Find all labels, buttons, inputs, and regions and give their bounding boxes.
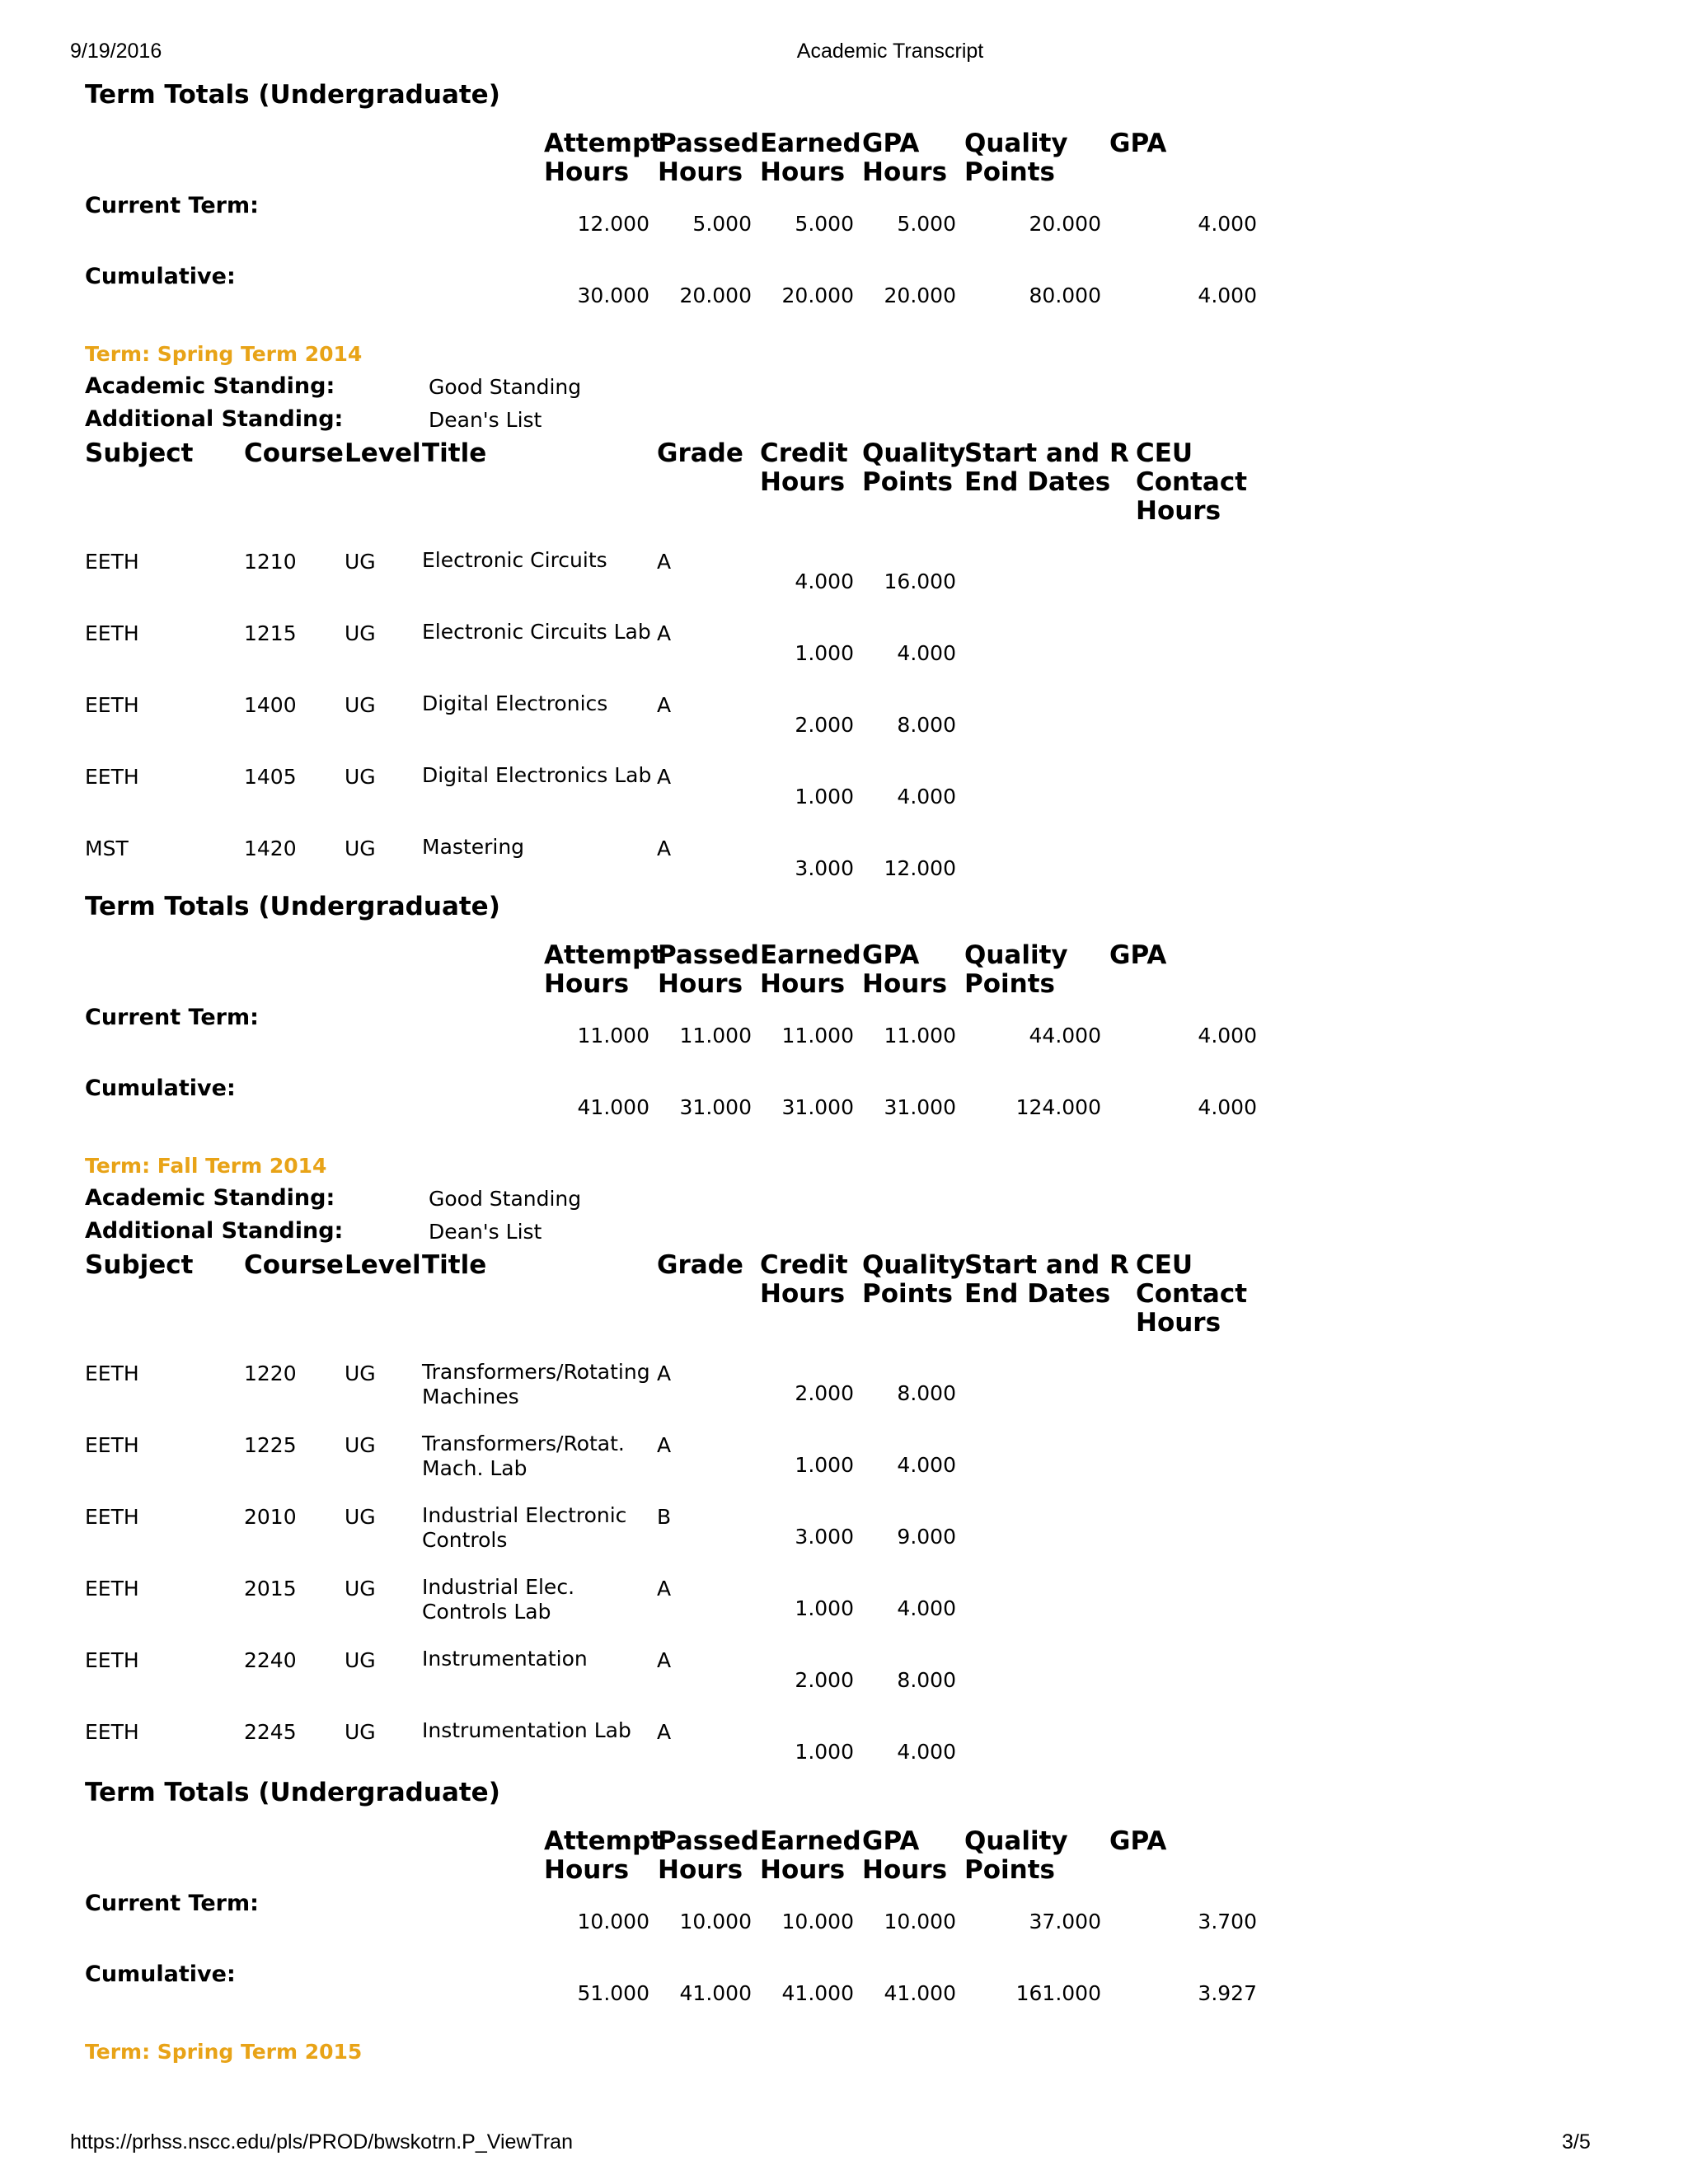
page-url: https://prhss.nscc.edu/pls/PROD/bwskotrn.P_ViewTran	[70, 2130, 573, 2154]
course-col-ceu-line: Hours	[1136, 1308, 1221, 1338]
totals-col-header-line: Attempt	[544, 1826, 663, 1856]
totals-col-header	[760, 1827, 875, 1885]
totals-col-header-line: GPA	[862, 129, 920, 158]
course-col-ceu-line: Hours	[1136, 496, 1221, 526]
course-level: UG	[345, 621, 376, 645]
course-credit-hours: 3.000	[795, 1525, 854, 1549]
course-grade: A	[657, 621, 672, 645]
cumulative-value: 80.000	[1029, 284, 1101, 307]
course-credit-hours: 2.000	[795, 1381, 854, 1405]
term-totals-heading: Term Totals (Undergraduate)	[85, 1778, 500, 1807]
course-credit-hours: 2.000	[795, 713, 854, 737]
current-term-value: 10.000	[679, 1910, 752, 1933]
totals-col-header-line: Earned	[760, 129, 861, 158]
course-level: UG	[345, 837, 376, 860]
totals-col-header	[544, 1826, 663, 1885]
cumulative-label: Cumulative:	[85, 1076, 236, 1101]
course-col-level: Level	[345, 438, 421, 468]
course-subject: EETH	[85, 1433, 139, 1457]
academic-standing-value: Good Standing	[429, 1187, 582, 1211]
course-credit-hours: 3.000	[795, 856, 854, 880]
course-quality-points: 4.000	[897, 1453, 956, 1477]
course-col-quality-points-line: Quality	[862, 438, 966, 468]
course-col-quality-points-line: Quality	[862, 1250, 966, 1280]
totals-col-header-line: Hours	[544, 969, 630, 999]
totals-col-header	[964, 1827, 1080, 1885]
course-title: Transformers/Rotating Machines	[422, 1360, 650, 1408]
course-col-dates-line: Start and	[964, 438, 1100, 468]
course-subject: MST	[85, 837, 129, 860]
course-title: Mastering	[422, 835, 525, 859]
course-number: 1420	[244, 837, 297, 860]
course-col-credit-hours-line: Credit	[760, 438, 848, 468]
course-quality-points: 4.000	[897, 1740, 956, 1764]
cumulative-value: 41.000	[577, 1095, 649, 1119]
course-col-grade: Grade	[657, 438, 743, 468]
cumulative-value: 3.927	[1198, 1981, 1257, 2005]
course-number: 1225	[244, 1433, 297, 1457]
current-term-value: 11.000	[679, 1024, 752, 1047]
totals-col-header-line: Passed	[658, 1826, 759, 1856]
course-title: Electronic Circuits	[422, 548, 607, 572]
course-subject: EETH	[85, 1505, 139, 1529]
course-number: 1210	[244, 550, 297, 574]
course-title: Digital Electronics	[422, 691, 608, 715]
totals-col-header	[1109, 941, 1225, 970]
totals-col-header	[862, 1827, 978, 1885]
course-grade: A	[657, 1720, 672, 1744]
course-quality-points: 9.000	[897, 1525, 956, 1549]
course-number: 2245	[244, 1720, 297, 1744]
course-number: 2010	[244, 1505, 297, 1529]
course-title: Instrumentation	[422, 1647, 588, 1671]
course-credit-hours: 1.000	[795, 1453, 854, 1477]
course-subject: EETH	[85, 1720, 139, 1744]
term-totals-heading: Term Totals (Undergraduate)	[85, 892, 500, 921]
course-credit-hours: 1.000	[795, 785, 854, 808]
course-col-dates-line: End Dates	[964, 1279, 1111, 1309]
course-level: UG	[345, 1505, 376, 1529]
course-level: UG	[345, 1361, 376, 1385]
totals-col-header-line: Quality	[964, 1826, 1068, 1856]
course-grade: A	[657, 1361, 672, 1385]
course-col-course: Course	[244, 1250, 344, 1280]
course-grade: A	[657, 693, 672, 717]
course-grade: A	[657, 1577, 672, 1601]
course-level: UG	[345, 1433, 376, 1457]
totals-col-header-line: Hours	[544, 1855, 630, 1885]
totals-col-header	[964, 129, 1080, 187]
course-quality-points: 8.000	[897, 713, 956, 737]
cumulative-value: 41.000	[884, 1981, 956, 2005]
course-col-ceu-line: Contact	[1136, 467, 1248, 497]
current-term-value: 5.000	[795, 212, 854, 236]
course-subject: EETH	[85, 1648, 139, 1672]
course-subject: EETH	[85, 550, 139, 574]
term-totals-heading: Term Totals (Undergraduate)	[85, 80, 500, 110]
course-grade: A	[657, 1648, 672, 1672]
course-number: 2240	[244, 1648, 297, 1672]
course-subject: EETH	[85, 693, 139, 717]
totals-col-header-line: Earned	[760, 940, 861, 970]
totals-col-header	[760, 129, 875, 187]
course-credit-hours: 2.000	[795, 1668, 854, 1692]
course-subject: EETH	[85, 1577, 139, 1601]
course-level: UG	[345, 1720, 376, 1744]
totals-col-header	[544, 129, 663, 187]
course-number: 1215	[244, 621, 297, 645]
totals-col-header	[658, 1827, 773, 1885]
course-col-repeat: R	[1109, 438, 1129, 468]
totals-col-header-line: GPA	[1109, 129, 1167, 158]
totals-col-header	[964, 941, 1080, 999]
course-level: UG	[345, 765, 376, 789]
totals-col-header	[544, 940, 663, 999]
totals-col-header-line: Passed	[658, 129, 759, 158]
current-term-value: 11.000	[577, 1024, 649, 1047]
totals-col-header-line: GPA	[1109, 1826, 1167, 1856]
cumulative-value: 20.000	[884, 284, 956, 307]
course-quality-points: 8.000	[897, 1668, 956, 1692]
cumulative-label: Cumulative:	[85, 264, 236, 289]
current-term-value: 10.000	[884, 1910, 956, 1933]
totals-col-header-line: Hours	[658, 157, 743, 187]
totals-col-header-line: GPA	[1109, 940, 1167, 970]
course-col-grade: Grade	[657, 1250, 743, 1280]
current-term-value: 11.000	[884, 1024, 956, 1047]
current-term-value: 4.000	[1198, 1024, 1257, 1047]
totals-col-header-line: Hours	[862, 157, 948, 187]
course-quality-points: 12.000	[884, 856, 956, 880]
current-term-value: 12.000	[577, 212, 649, 236]
course-level: UG	[345, 693, 376, 717]
course-number: 1400	[244, 693, 297, 717]
current-term-value: 10.000	[781, 1910, 854, 1933]
current-term-value: 3.700	[1198, 1910, 1257, 1933]
course-quality-points: 4.000	[897, 641, 956, 665]
course-grade: A	[657, 1433, 672, 1457]
page-number: 3/5	[1562, 2130, 1591, 2154]
term-heading: Term: Spring Term 2014	[85, 342, 363, 366]
term-heading: Term: Spring Term 2015	[85, 2040, 363, 2064]
cumulative-value: 51.000	[577, 1981, 649, 2005]
course-grade: A	[657, 765, 672, 789]
academic-standing-label: Academic Standing:	[85, 373, 335, 399]
course-col-ceu-line: Contact	[1136, 1279, 1248, 1309]
course-subject: EETH	[85, 1361, 139, 1385]
totals-col-header-line: Attempt	[544, 940, 663, 970]
course-col-title: Title	[422, 438, 487, 468]
course-credit-hours: 1.000	[795, 1596, 854, 1620]
print-date: 9/19/2016	[70, 40, 162, 63]
totals-col-header	[1109, 129, 1225, 158]
cumulative-value: 41.000	[679, 1981, 752, 2005]
cumulative-value: 20.000	[781, 284, 854, 307]
totals-col-header-line: Attempt	[544, 129, 663, 158]
current-term-value: 4.000	[1198, 212, 1257, 236]
cumulative-value: 41.000	[781, 1981, 854, 2005]
course-quality-points: 8.000	[897, 1381, 956, 1405]
current-term-value: 10.000	[577, 1910, 649, 1933]
cumulative-label: Cumulative:	[85, 1961, 236, 1987]
course-credit-hours: 4.000	[795, 569, 854, 593]
page-title: Academic Transcript	[796, 40, 984, 63]
current-term-label: Current Term:	[85, 1891, 259, 1916]
course-quality-points: 4.000	[897, 1596, 956, 1620]
course-col-title: Title	[422, 1250, 487, 1280]
course-grade: A	[657, 837, 672, 860]
course-credit-hours: 1.000	[795, 1740, 854, 1764]
current-term-value: 5.000	[897, 212, 956, 236]
additional-standing-value: Dean's List	[429, 1220, 542, 1244]
course-col-dates	[964, 439, 1129, 497]
course-quality-points: 4.000	[897, 785, 956, 808]
course-col-credit-hours-line: Credit	[760, 1250, 848, 1280]
totals-col-header-line: Quality	[964, 940, 1068, 970]
totals-col-header	[1109, 1827, 1225, 1856]
course-col-quality-points-line: Points	[862, 1279, 953, 1309]
totals-col-header-line: Earned	[760, 1826, 861, 1856]
current-term-value: 20.000	[1029, 212, 1101, 236]
course-title: Industrial Elec. Controls Lab	[422, 1575, 575, 1624]
course-number: 1405	[244, 765, 297, 789]
cumulative-value: 4.000	[1198, 1095, 1257, 1119]
course-title: Industrial Electronic Controls	[422, 1503, 627, 1552]
cumulative-value: 30.000	[577, 284, 649, 307]
totals-col-header-line: Points	[964, 969, 1055, 999]
totals-col-header-line: GPA	[862, 1826, 920, 1856]
course-credit-hours: 1.000	[795, 641, 854, 665]
cumulative-value: 20.000	[679, 284, 752, 307]
current-term-value: 37.000	[1029, 1910, 1101, 1933]
course-col-subject: Subject	[85, 438, 194, 468]
course-number: 1220	[244, 1361, 297, 1385]
totals-col-header	[862, 129, 978, 187]
course-quality-points: 16.000	[884, 569, 956, 593]
additional-standing-value: Dean's List	[429, 408, 542, 432]
academic-standing-label: Academic Standing:	[85, 1185, 335, 1211]
course-col-level: Level	[345, 1250, 421, 1280]
course-col-dates	[964, 1251, 1129, 1309]
additional-standing-label: Additional Standing:	[85, 406, 344, 432]
course-col-ceu	[1136, 439, 1301, 526]
cumulative-value: 124.000	[1015, 1095, 1101, 1119]
totals-col-header-line: Points	[964, 1855, 1055, 1885]
course-col-subject: Subject	[85, 1250, 194, 1280]
cumulative-value: 31.000	[781, 1095, 854, 1119]
course-col-ceu-line: CEU	[1136, 438, 1193, 468]
cumulative-value: 4.000	[1198, 284, 1257, 307]
course-title: Instrumentation Lab	[422, 1718, 631, 1742]
course-col-ceu	[1136, 1251, 1301, 1338]
course-grade: A	[657, 550, 672, 574]
course-number: 2015	[244, 1577, 297, 1601]
totals-col-header-line: Hours	[760, 157, 846, 187]
course-col-credit-hours-line: Hours	[760, 467, 846, 497]
course-col-credit-hours-line: Hours	[760, 1279, 846, 1309]
cumulative-value: 31.000	[884, 1095, 956, 1119]
totals-col-header-line: Hours	[862, 969, 948, 999]
additional-standing-label: Additional Standing:	[85, 1218, 344, 1244]
totals-col-header-line: Hours	[760, 969, 846, 999]
course-subject: EETH	[85, 765, 139, 789]
course-level: UG	[345, 550, 376, 574]
totals-col-header-line: Hours	[658, 969, 743, 999]
current-term-value: 5.000	[692, 212, 752, 236]
course-title: Transformers/Rotat. Mach. Lab	[422, 1432, 625, 1480]
totals-col-header-line: Points	[964, 157, 1055, 187]
totals-col-header	[658, 941, 773, 999]
totals-col-header	[862, 941, 978, 999]
course-subject: EETH	[85, 621, 139, 645]
academic-standing-value: Good Standing	[429, 375, 582, 399]
totals-col-header	[760, 941, 875, 999]
current-term-value: 44.000	[1029, 1024, 1101, 1047]
course-col-quality-points-line: Points	[862, 467, 953, 497]
totals-col-header	[658, 129, 773, 187]
totals-col-header-line: Hours	[760, 1855, 846, 1885]
course-col-course: Course	[244, 438, 344, 468]
course-col-ceu-line: CEU	[1136, 1250, 1193, 1280]
totals-col-header-line: Hours	[544, 157, 630, 187]
totals-col-header-line: Quality	[964, 129, 1068, 158]
course-grade: B	[657, 1505, 672, 1529]
current-term-label: Current Term:	[85, 193, 259, 218]
course-level: UG	[345, 1648, 376, 1672]
cumulative-value: 161.000	[1015, 1981, 1101, 2005]
course-title: Digital Electronics Lab	[422, 763, 652, 787]
course-level: UG	[345, 1577, 376, 1601]
course-col-dates-line: End Dates	[964, 467, 1111, 497]
totals-col-header-line: Passed	[658, 940, 759, 970]
totals-col-header-line: Hours	[862, 1855, 948, 1885]
totals-col-header-line: GPA	[862, 940, 920, 970]
current-term-value: 11.000	[781, 1024, 854, 1047]
current-term-label: Current Term:	[85, 1005, 259, 1030]
course-col-dates-line: Start and	[964, 1250, 1100, 1280]
term-heading: Term: Fall Term 2014	[85, 1154, 327, 1178]
totals-col-header-line: Hours	[658, 1855, 743, 1885]
cumulative-value: 31.000	[679, 1095, 752, 1119]
course-title: Electronic Circuits Lab	[422, 620, 651, 644]
course-col-repeat: R	[1109, 1250, 1129, 1280]
